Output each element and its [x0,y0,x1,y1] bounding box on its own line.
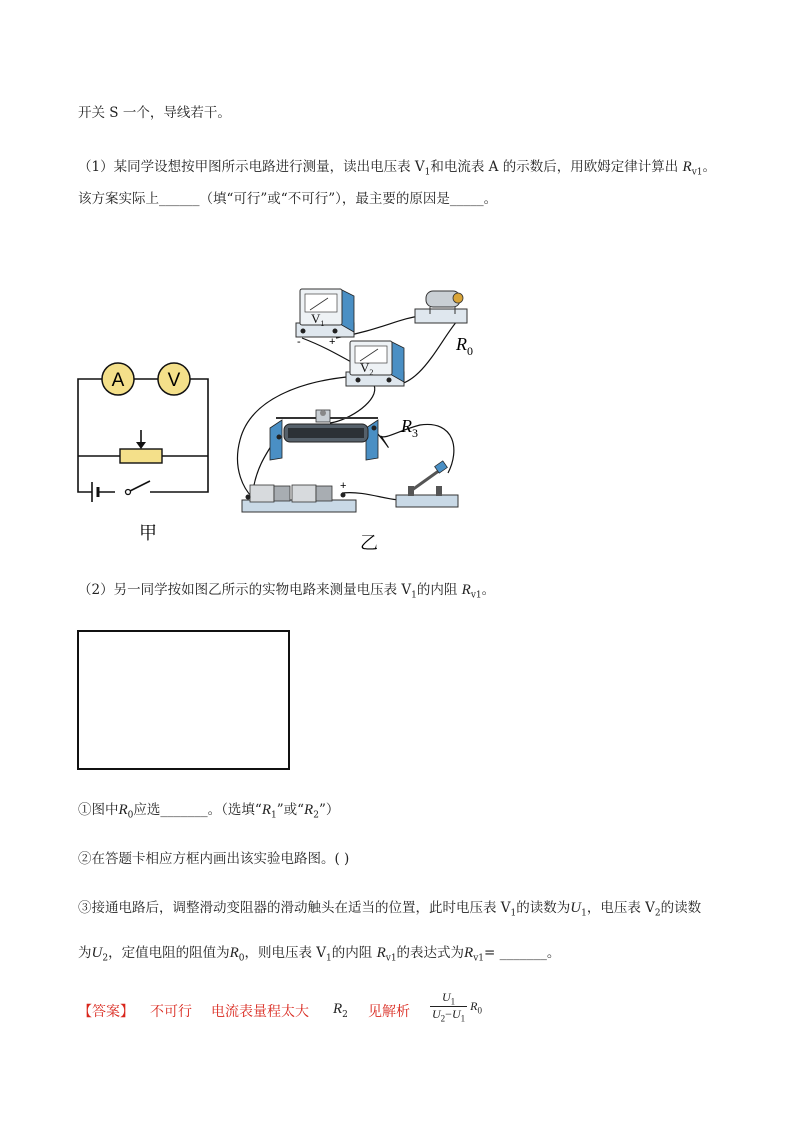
v1-plus-label: + [329,336,336,348]
sub-question-3-line-1: ③接通电路后，调整滑动变阻器的滑动触头在适当的位置，此时电压表 $V_1$的读数为$U_1$，电压表 $V_2$的读数 [78,900,702,919]
answer-tag: 【答案】 [78,1004,134,1020]
answer-3: $R_2$ [333,1001,348,1020]
sub-question-2: ②在答题卡相应方框内画出该实验电路图。( ) [78,851,350,867]
voltmeter-v1-label: $V_1$ [311,311,325,328]
label-jia: 甲 [139,523,157,544]
v1-minus-label: - [297,336,301,348]
sub-question-3-line-2: 为$U_2$，定值电阻的阻值为$R_0$，则电压表 $V_1$的内阻 $R_{v1}$的表达式为$R_{v1}=$ _______。 [78,945,561,964]
voltmeter-v2-label: $V_2$ [360,360,374,377]
text-line-switch: 开关 S 一个，导线若干。 [78,105,231,121]
circuit-figure [0,0,800,560]
resistor-r0-device [415,291,467,323]
label-yi: 乙 [360,533,378,554]
question-1-line-2: 该方案实际上______（填“可行”或“不可行”），最主要的原因是_____。 [78,191,498,207]
answer-1: 不可行 [150,1004,192,1020]
battery-plus-label: + [340,480,347,492]
label-r0: $R_0$ [456,334,473,358]
answer-2: 电流表量程太大 [211,1004,309,1020]
question-1-line-1: （1）某同学设想按甲图所示电路进行测量，读出电压表 $V_1$和电流表 A 的示数后，用欧姆定律计算出 $R_{v1}$。 [78,159,716,178]
question-2: （2）另一同学按如图乙所示的实物电路来测量电压表 $V_1$的内阻 $R_{v1}$。 [78,582,496,601]
answer-formula: $\frac{U_1}{U_2-U_1}$ $R_0$ [432,990,482,1024]
circuit-drawing-box[interactable] [77,630,290,770]
voltmeter-v1-device [296,289,354,337]
wires-yi [237,316,458,500]
voltmeter-v2-device [346,341,404,386]
switch-blade [130,481,150,491]
voltmeter-label: V [167,370,181,391]
battery-device [242,485,356,512]
schematic-jia [78,379,208,492]
switch-device [396,461,458,507]
rheostat-r3-device [270,410,378,460]
label-r3: $R_3$ [401,416,418,440]
rheostat-symbol [120,449,162,463]
answer-4: 见解析 [368,1004,410,1020]
ammeter-label: A [111,370,125,391]
sub-question-1: ①图中$R_0$应选_______。（选填“$R_1$”或“$R_2$”） [78,802,340,821]
slider-arrow-icon [136,442,146,449]
